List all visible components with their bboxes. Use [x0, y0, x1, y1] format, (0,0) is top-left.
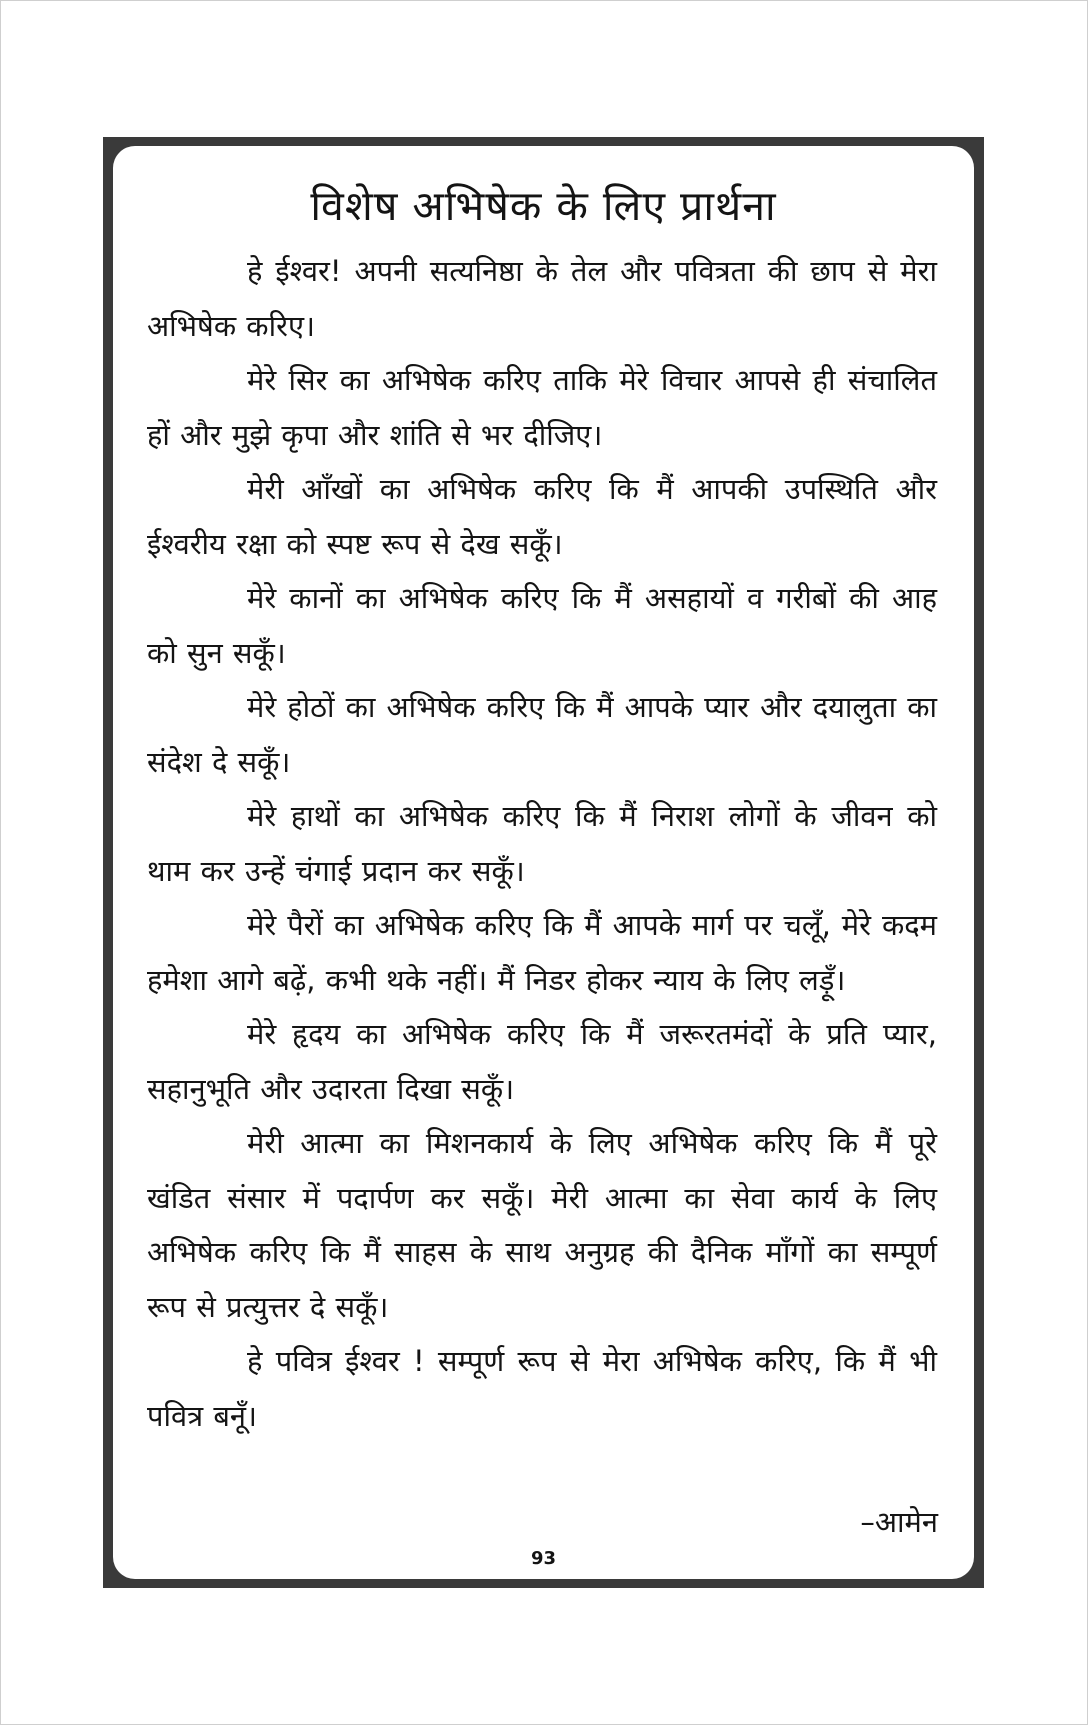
paragraph: मेरे हाथों का अभिषेक करिए कि मैं निराश लोगों के जीवन को थाम कर उन्हें चंगाई प्रदान कर सकूँ।	[147, 799, 937, 888]
prayer-card	[113, 146, 974, 1579]
paragraph: मेरी आँखों का अभिषेक करिए कि मैं आपकी उपस्थिति और ईश्वरीय रक्षा को स्पष्ट रूप से देख सकूँ।	[147, 472, 937, 561]
paragraph: मेरे कानों का अभिषेक करिए कि मैं असहायों व गरीबों की आह को सुन सकूँ।	[147, 581, 937, 670]
page-title: विशेष अभिषेक के लिए प्रार्थना	[310, 182, 777, 230]
paragraph: हे पवित्र ईश्वर ! सम्पूर्ण रूप से मेरा अभिषेक करिए, कि मैं भी पवित्र बनूँ।	[147, 1344, 937, 1433]
paragraph: मेरे हृदय का अभिषेक करिए कि मैं जरूरतमंदों के प्रति प्यार, सहानुभूति और उदारता दिखा सकूँ।	[147, 1017, 937, 1106]
page-number: 93	[530, 1548, 557, 1569]
page-frame	[103, 137, 984, 1588]
paragraph: हे ईश्वर! अपनी सत्यनिष्ठा के तेल और पवित्रता की छाप से मेरा अभिषेक करिए।	[147, 254, 937, 343]
prayer-body	[147, 244, 937, 1443]
paragraph: मेरी आत्मा का मिशनकार्य के लिए अभिषेक करिए कि मैं पूरे खंडित संसार में पदार्पण कर सकूँ। मेरी आत्मा का सेवा कार्य के लिए अभिषेक करिए कि मैं साहस के साथ अनुग्रह की दैनिक माँगों का सम्पूर्ण रूप से प्रत्युत्तर दे सकूँ।	[147, 1126, 937, 1324]
paragraph: मेरे सिर का अभिषेक करिए ताकि मेरे विचार आपसे ही संचालित हों और मुझे कृपा और शांति से भर दीजिए।	[147, 363, 937, 452]
paragraph: मेरे पैरों का अभिषेक करिए कि मैं आपके मार्ग पर चलूँ, मेरे कदम हमेशा आगे बढ़ें, कभी थके नहीं। मैं निडर होकर न्याय के लिए लड़ूँ।	[147, 908, 937, 997]
closing-amen: –आमेन	[860, 1505, 938, 1539]
paragraph: मेरे होठों का अभिषेक करिए कि मैं आपके प्यार और दयालुता का संदेश दे सकूँ।	[147, 690, 937, 779]
